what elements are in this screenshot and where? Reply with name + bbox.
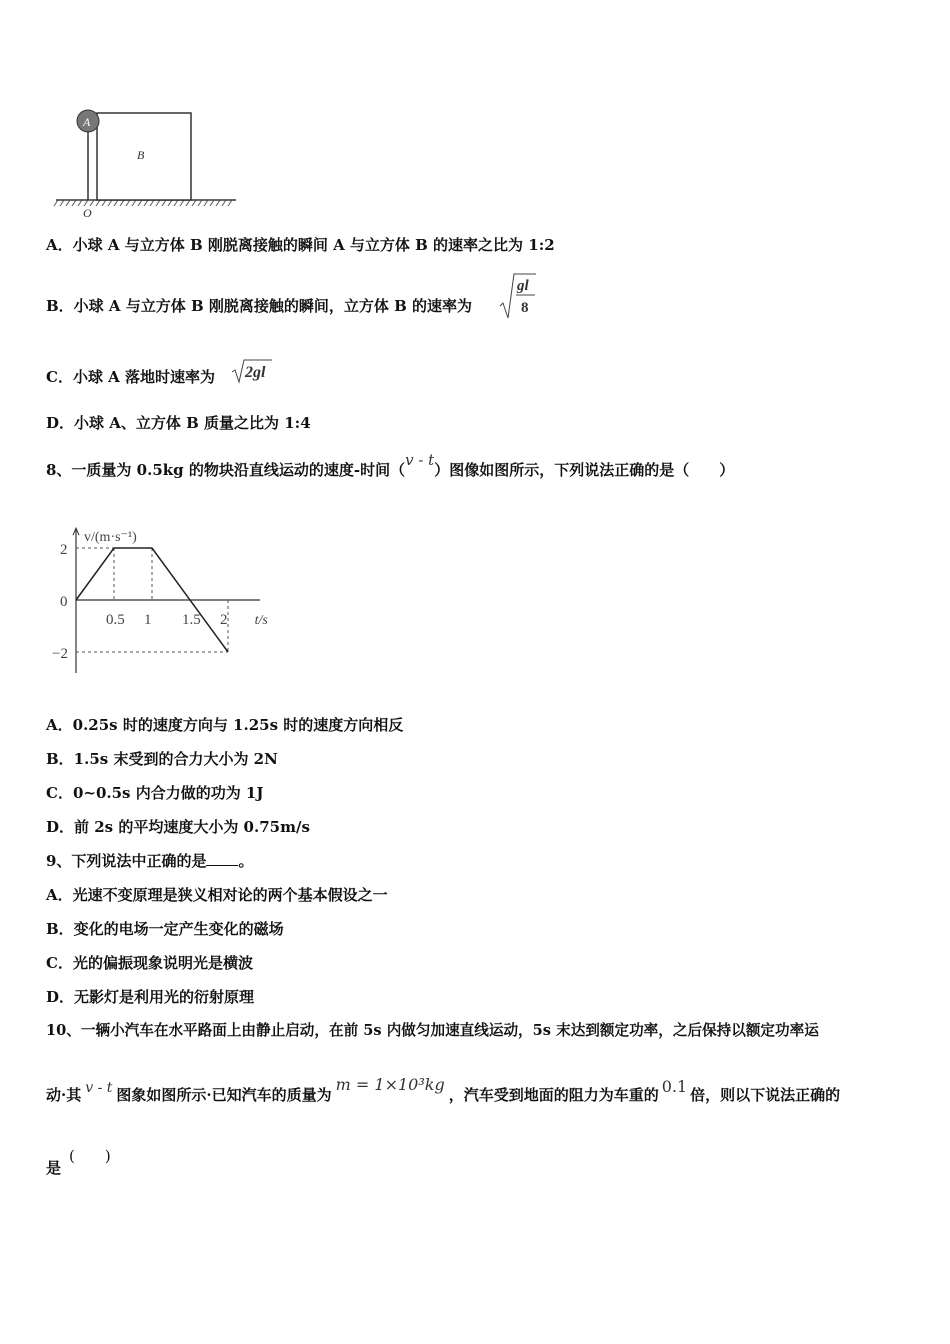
q8-option-c: C．0~0.5s 内合力做的功为 1J (46, 784, 264, 802)
q10-answer-paren: ( ) (69, 1147, 111, 1165)
q10-l2-pre: 动·其 (46, 1086, 82, 1104)
q10-l2-math-ratio: 0.1 (661, 1077, 688, 1096)
x-tick-label: 1 (144, 612, 152, 628)
ball-a-label: A (83, 115, 91, 129)
q7-option-d: D．小球 A、立方体 B 质量之比为 1:4 (46, 414, 311, 432)
q7-option-b-text: B．小球 A 与立方体 B 刚脱离接触的瞬间，立方体 B 的速率为 (46, 297, 473, 315)
q10-l2-mid2: ，汽车受到地面的阻力为车重的 (448, 1086, 659, 1104)
q10-l2-mid: 图象如图所示·已知汽车的质量为 (116, 1086, 332, 1104)
x-axis-label: t/s (254, 613, 268, 628)
q9-option-c: C．光的偏振现象说明光是横波 (46, 954, 253, 972)
q7-option-b-sqrt (498, 272, 538, 322)
q9-stem (46, 851, 253, 871)
q7-option-c-sqrt (230, 357, 274, 385)
q8-option-a: A．0.25s 时的速度方向与 1.25s 时的速度方向相反 (46, 716, 404, 734)
q9-option-b: B．变化的电场一定产生变化的磁场 (46, 920, 284, 938)
y-tick-label: −2 (52, 646, 68, 662)
x-tick-label: 1.5 (182, 612, 201, 628)
q8-stem (46, 451, 735, 480)
x-tick-label: 2 (220, 612, 228, 628)
q8-option-d: D．前 2s 的平均速度大小为 0.75m/s (46, 818, 310, 836)
q7-option-a: A．小球 A 与立方体 B 刚脱离接触的瞬间 A 与立方体 B 的速率之比为 1:2 (46, 236, 555, 254)
x-tick-label: 0.5 (106, 612, 125, 628)
q8-stem-pre: 8、一质量为 0.5kg 的物块沿直线运动的速度-时间（ (46, 461, 406, 479)
q8-option-b: B．1.5s 末受到的合力大小为 2N (46, 750, 278, 768)
q7-option-b (46, 278, 529, 316)
fraction-denominator: 8 (521, 300, 529, 316)
q10-l2-math-mass: m = 1×10³kg (335, 1075, 445, 1094)
q7-option-c-text: C．小球 A 落地时速率为 (46, 368, 216, 386)
q7-figure (50, 105, 250, 223)
q10-stem-line2 (46, 1075, 841, 1106)
y-tick-label: 2 (60, 542, 68, 558)
q10-stem-line3 (46, 1147, 111, 1178)
q10-l2-post: 倍，则以下说法正确的 (690, 1086, 841, 1104)
ground-hatching (54, 200, 232, 206)
q10-stem-line1: 10、一辆小汽车在水平路面上由静止启动，在前 5s 内做匀加速直线运动，5s 末达到额定功率，之后保持以额定功率运 (46, 1022, 819, 1039)
q7-option-c (46, 364, 266, 387)
q8-stem-math: v - t (405, 451, 435, 469)
q9-option-a: A．光速不变原理是狭义相对论的两个基本假设之一 (46, 886, 388, 904)
answer-blank (206, 851, 238, 866)
q10-l3-pre: 是 (46, 1159, 62, 1177)
q9-stem-pre: 9、下列说法中正确的是 (46, 852, 207, 870)
q8-stem-post: ）图像如图所示，下列说法正确的是（ ） (434, 461, 735, 479)
q10-l2-math-vt: v - t (85, 1080, 113, 1096)
pivot-o-label: O (83, 206, 92, 220)
q9-option-d: D．无影灯是利用光的衍射原理 (46, 988, 255, 1006)
q9-stem-post: 。 (238, 852, 254, 870)
y-tick-label: 0 (60, 594, 68, 610)
y-axis-label: v/(m·s⁻¹) (84, 530, 137, 546)
cube-b-label: B (137, 148, 145, 162)
radicand: 2gl (245, 364, 266, 381)
fraction-numerator: gl (517, 278, 529, 294)
vt-chart (50, 505, 300, 685)
